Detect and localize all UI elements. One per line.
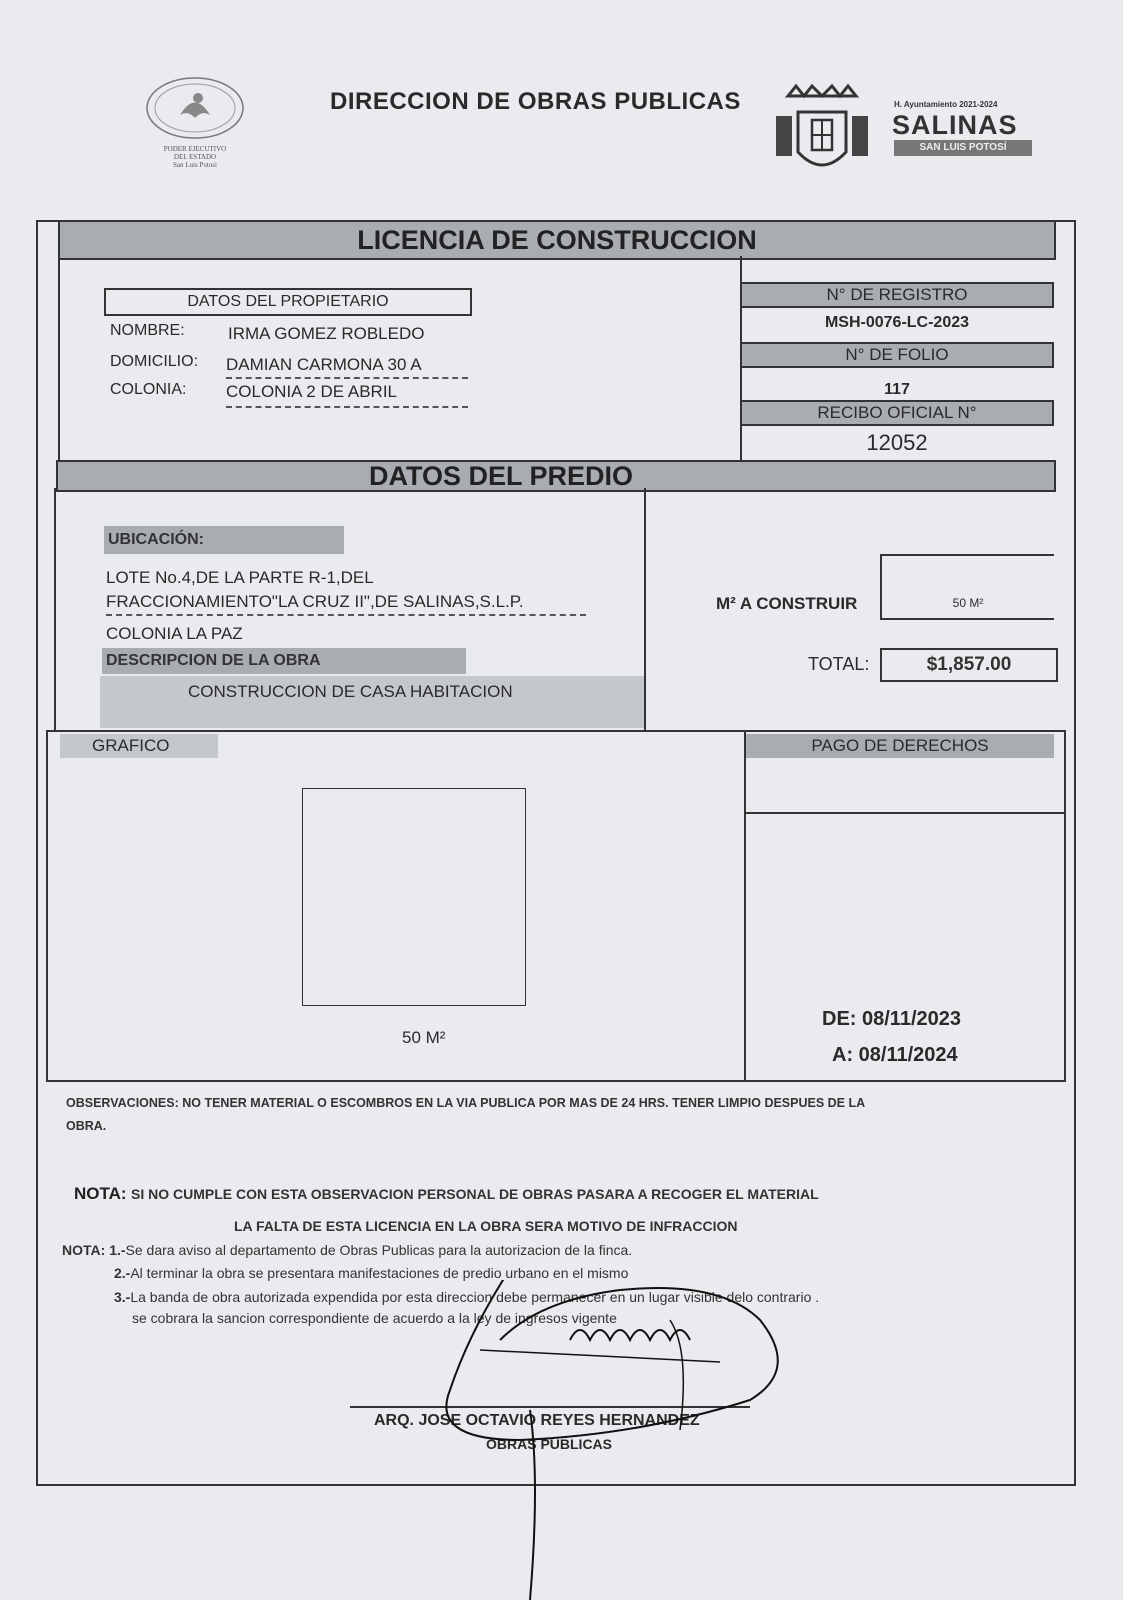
folio-label: N° DE FOLIO (845, 345, 949, 364)
nota1-text: SI NO CUMPLE CON ESTA OBSERVACION PERSONAL DE OBRAS PASARA A RECOGER EL MATERIAL (131, 1186, 819, 1202)
registro-label-band (742, 282, 1054, 308)
folio-number: 117 (884, 381, 910, 398)
estado-banner: SAN LUIS POTOSÍ (894, 140, 1032, 156)
nota2-t2: Al terminar la obra se presentara manifestaciones de predio urbano en el mismo (130, 1265, 629, 1281)
falta-licencia: LA FALTA DE ESTA LICENCIA EN LA OBRA SERA MOTIVO DE INFRACCION (234, 1218, 738, 1234)
grafico-label: GRAFICO (92, 736, 170, 755)
salinas-logo (776, 82, 868, 187)
m2-box (880, 554, 1054, 620)
municipio-name: SALINAS (892, 110, 1018, 140)
nota1 (74, 1184, 819, 1204)
nota2-n3: 3.- (114, 1289, 131, 1305)
owner-colonia: COLONIA 2 DE ABRIL (226, 382, 468, 408)
total-value: $1,857.00 (926, 654, 1012, 675)
m2-label: M² A CONSTRUIR (716, 594, 858, 613)
total-box (880, 648, 1058, 682)
total-label: TOTAL: (808, 654, 870, 674)
nota2-n2: 2.- (114, 1265, 131, 1281)
nota2-prefix: NOTA: (62, 1242, 106, 1258)
nota2-t1: Se dara aviso al departamento de Obras Publicas para la autorizacion de la finca. (125, 1242, 633, 1258)
grafico-area: 50 M² (402, 1028, 446, 1047)
signer-name: ARQ. JOSE OCTAVIO REYES HERNANDEZ (374, 1412, 700, 1429)
address-label: DOMICILIO: (110, 353, 199, 370)
grafico-top-line (48, 730, 1064, 732)
nota2-t3: La banda de obra autorizada expendida por esta direccion debe permanecer en un lugar visible delo contrario . (130, 1289, 820, 1305)
ubicacion-label: UBICACIÓN: (108, 531, 204, 548)
registro-panel (742, 256, 1052, 460)
predio-left-border (54, 488, 56, 730)
nota2-n1: 1.- (109, 1242, 126, 1258)
recibo-label-band (742, 400, 1054, 426)
castle-crest-icon (776, 82, 868, 182)
ubicacion-line2: FRACCIONAMIENTO"LA CRUZ II",DE SALINAS,S.L.P. (106, 592, 586, 616)
owner-left-border (58, 256, 60, 460)
signer-department: OBRAS PUBLICAS (486, 1436, 613, 1452)
name-label: NOMBRE: (110, 322, 185, 339)
observaciones-top-line (46, 1080, 1066, 1082)
state-seal (140, 70, 250, 170)
pago-label: PAGO DE DERECHOS (811, 736, 989, 755)
observaciones-line2: OBRA. (66, 1119, 107, 1133)
recibo-number: 12052 (866, 430, 928, 455)
handwritten-signature-icon (420, 1280, 800, 1600)
nota2-line2 (114, 1265, 628, 1281)
folio-label-band (742, 342, 1054, 368)
ayuntamiento-label: H. Ayuntamiento 2021-2024 (894, 100, 998, 109)
descripcion-label: DESCRIPCION DE LA OBRA (106, 652, 321, 669)
pago-divider (746, 812, 1064, 814)
predio-title-band (56, 460, 1056, 492)
predio-colonia: COLONIA LA PAZ (106, 624, 243, 643)
observaciones-line1: OBSERVACIONES: NO TENER MATERIAL O ESCOMBROS EN LA VIA PUBLICA POR MAS DE 24 HRS. TENER LIMPIO DESPUES DE LA (66, 1096, 866, 1110)
recibo-label: RECIBO OFICIAL N° (817, 403, 977, 422)
department-title: DIRECCION DE OBRAS PUBLICAS (330, 88, 741, 115)
nota2-line4: se cobrara la sancion correspondiente de acuerdo a la ley de ingresos vigente (132, 1310, 617, 1326)
pago-a: A: 08/11/2024 (832, 1044, 958, 1066)
nota2-line1 (62, 1242, 632, 1258)
descripcion-text: CONSTRUCCION DE CASA HABITACION (188, 682, 513, 701)
owner-name: IRMA GOMEZ ROBLEDO (228, 324, 425, 343)
grafico-divider (744, 730, 746, 1080)
descripcion-label-band (102, 648, 466, 674)
ubicacion-label-band (104, 526, 344, 554)
license-title-band (58, 220, 1056, 260)
registro-number: MSH-0076-LC-2023 (824, 314, 970, 331)
nota1-prefix: NOTA: (74, 1184, 127, 1203)
registro-label: N° DE REGISTRO (826, 285, 968, 304)
grafico-left-border (46, 730, 48, 1080)
predio-divider (644, 488, 646, 730)
pago-de: DE: 08/11/2023 (822, 1008, 961, 1030)
colonia-label: COLONIA: (110, 381, 187, 398)
m2-value: 50 M² (952, 596, 984, 610)
grafico-drawing-box (302, 788, 526, 1006)
pago-label-band (746, 734, 1054, 758)
ubicacion-line1: LOTE No.4,DE LA PARTE R-1,DEL (106, 568, 374, 587)
eagle-seal-icon (140, 70, 250, 140)
owner-heading: DATOS DEL PROPIETARIO (187, 293, 389, 310)
grafico-right-border (1064, 730, 1066, 1080)
license-title: LICENCIA DE CONSTRUCCION (357, 225, 757, 255)
owner-address: DAMIAN CARMONA 30 A (226, 355, 468, 379)
predio-title: DATOS DEL PREDIO (368, 461, 634, 491)
seal-caption: PODER EJECUTIVO DEL ESTADO San Luis Potosi (163, 145, 227, 169)
owner-heading-box (104, 288, 472, 316)
